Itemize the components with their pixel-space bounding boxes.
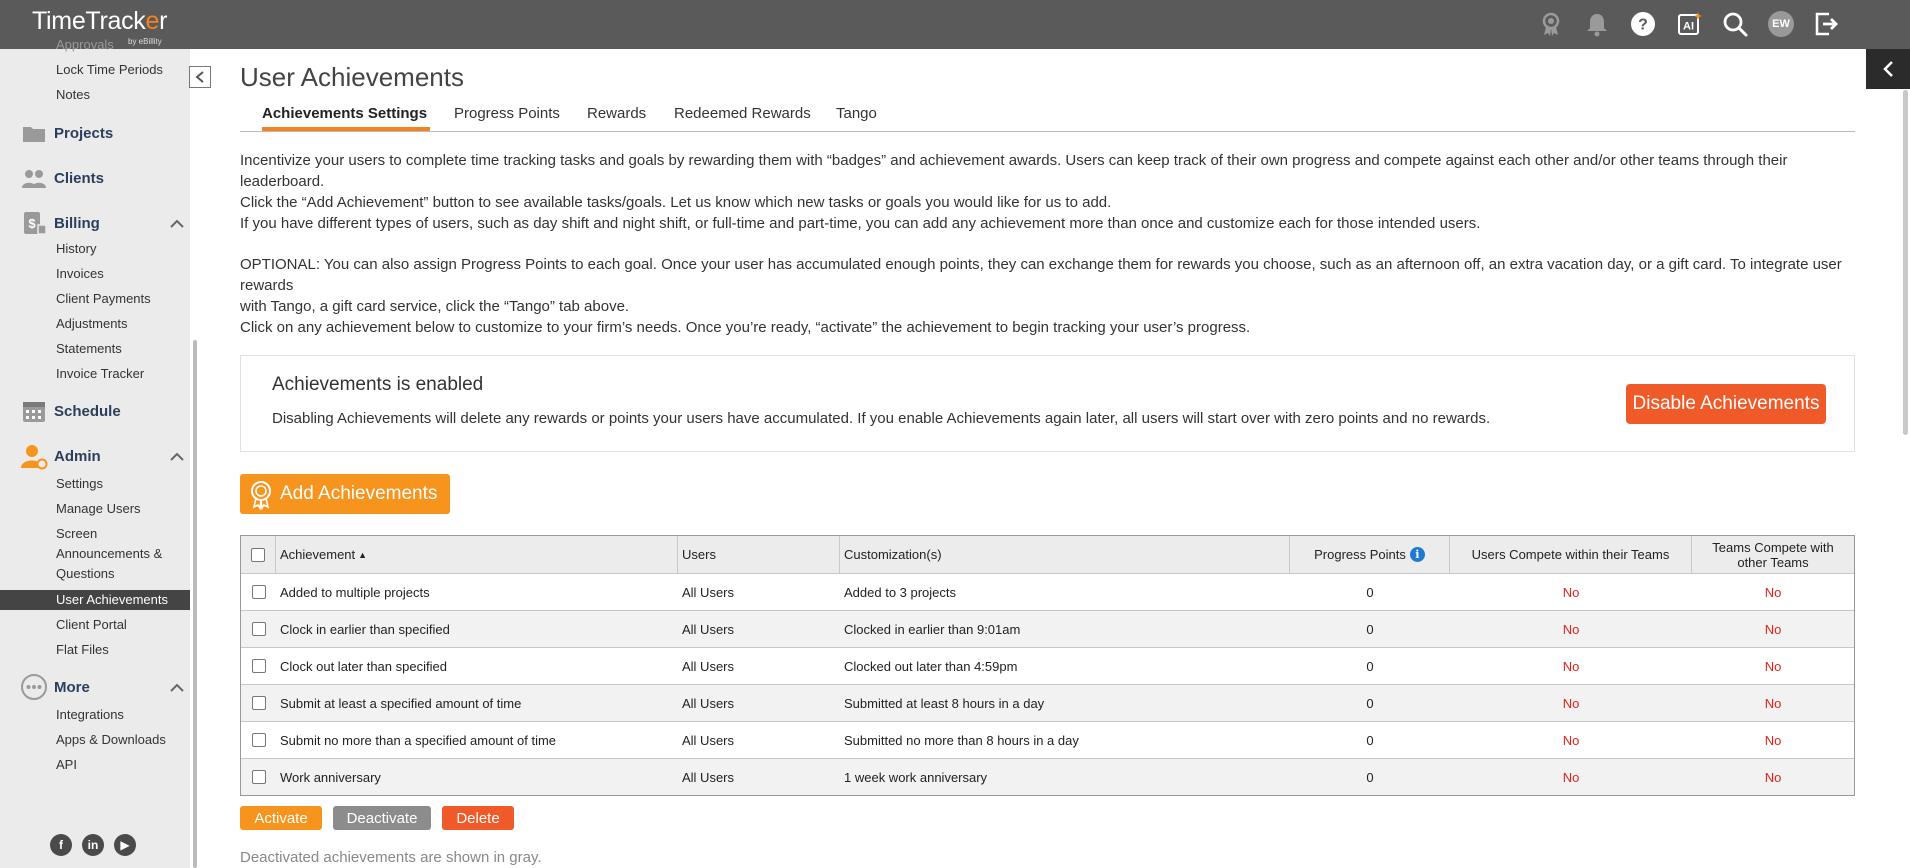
- sidebar-item-client-payments[interactable]: Client Payments: [56, 291, 151, 306]
- teams-compete-cell: No: [1764, 695, 1782, 711]
- intro-paragraph-4: Click on any achievement below to customize to your firm’s needs. Once you’re ready, “activate” the achievement to begin tracking your user’s progress.: [240, 319, 1251, 336]
- row-checkbox-cell: [241, 574, 276, 610]
- table-header-row: [241, 536, 1854, 573]
- users-compete-cell: No: [1562, 584, 1580, 600]
- row-checkbox[interactable]: [252, 770, 266, 784]
- sidebar-item-api[interactable]: API: [56, 757, 77, 772]
- select-all-checkbox[interactable]: [251, 548, 265, 562]
- svg-text:?: ?: [1638, 16, 1648, 34]
- header-achievement[interactable]: [276, 536, 678, 573]
- achievements-table: [240, 535, 1855, 796]
- sidebar-item-manage-users[interactable]: Manage Users: [56, 501, 141, 516]
- sidebar-item-notes[interactable]: Notes: [56, 87, 90, 102]
- tab-progress-points[interactable]: Progress Points: [454, 105, 560, 122]
- users-compete-cell: No: [1562, 695, 1580, 711]
- row-checkbox-cell: [241, 685, 276, 721]
- sidebar-section-more[interactable]: [20, 673, 90, 701]
- achievement-cell[interactable]: Work anniversary: [280, 769, 381, 785]
- teams-compete-cell: No: [1764, 658, 1782, 674]
- sidebar-section-schedule[interactable]: [20, 397, 121, 425]
- top-icons: [1536, 9, 1842, 39]
- points-cell: 0: [1366, 621, 1374, 637]
- tab-tango[interactable]: Tango: [836, 105, 877, 122]
- customization-cell: Clocked in earlier than 9:01am: [844, 621, 1021, 637]
- sidebar-admin-label: Admin: [54, 447, 101, 465]
- logout-icon[interactable]: [1812, 9, 1842, 39]
- points-cell: 0: [1366, 732, 1374, 748]
- row-checkbox[interactable]: [252, 733, 266, 747]
- teams-compete-cell: No: [1764, 621, 1782, 637]
- search-icon[interactable]: [1720, 9, 1750, 39]
- points-cell: 0: [1366, 658, 1374, 674]
- row-checkbox-cell: [241, 648, 276, 684]
- users-cell: All Users: [682, 732, 735, 748]
- teams-compete-cell: No: [1764, 732, 1782, 748]
- users-cell: All Users: [682, 621, 735, 637]
- sidebar-item-screen-line1[interactable]: Screen: [56, 526, 98, 541]
- sidebar-item-settings[interactable]: Settings: [56, 476, 103, 491]
- users-compete-cell: No: [1562, 621, 1580, 637]
- add-achievements-button[interactable]: [240, 474, 450, 514]
- row-checkbox-cell: [241, 722, 276, 758]
- delete-button[interactable]: Delete: [442, 806, 514, 830]
- header-users[interactable]: Users: [678, 536, 840, 573]
- sidebar-section-projects[interactable]: [20, 119, 113, 147]
- header-select-all-cell: [241, 536, 276, 573]
- table-row[interactable]: [241, 647, 1854, 684]
- sidebar-item-history[interactable]: History: [56, 241, 97, 256]
- users-cell: All Users: [682, 769, 735, 785]
- table-row[interactable]: [241, 684, 1854, 721]
- intro-paragraph-1-line-1: Incentivize your users to complete time tracking tasks and goals by rewarding them with “badges” and achievement awards. Users can keep track of their own progress and compete against each other and/or other teams through their leaderboard.: [240, 152, 1788, 190]
- users-cell: All Users: [682, 658, 735, 674]
- achievement-cell[interactable]: Submit no more than a specified amount of time: [280, 732, 557, 748]
- social-links: [50, 834, 136, 856]
- customization-cell: Submitted no more than 8 hours in a day: [844, 732, 1079, 748]
- header-teams-compete[interactable]: [1692, 536, 1854, 573]
- users-compete-cell: No: [1562, 769, 1580, 785]
- sidebar-item-invoice-tracker[interactable]: Invoice Tracker: [56, 366, 145, 381]
- points-cell: 0: [1366, 584, 1374, 600]
- table-row[interactable]: [241, 758, 1854, 795]
- right-panel-toggle[interactable]: [1866, 49, 1910, 89]
- logo-end: r: [159, 7, 168, 35]
- header-users-compete[interactable]: Users Compete within their Teams: [1450, 536, 1692, 573]
- clients-icon: [20, 164, 48, 192]
- calendar-icon: [20, 397, 48, 425]
- sidebar-scrollbar[interactable]: [193, 340, 197, 868]
- sidebar-section-admin[interactable]: [20, 442, 101, 470]
- sidebar-item-screen-line3[interactable]: Questions: [56, 566, 115, 581]
- sidebar-item-statements[interactable]: Statements: [56, 341, 122, 356]
- more-chevron-up-icon[interactable]: [170, 683, 184, 693]
- intro-paragraph-3: [240, 254, 1860, 317]
- youtube-icon[interactable]: ▶: [114, 834, 136, 856]
- row-checkbox[interactable]: [252, 659, 266, 673]
- achievement-icon[interactable]: [1536, 9, 1566, 39]
- tab-bar: [240, 103, 1855, 132]
- users-cell: All Users: [682, 584, 735, 600]
- ai-icon[interactable]: [1674, 9, 1704, 39]
- sidebar-item-user-achievements[interactable]: User Achievements: [0, 590, 190, 610]
- logo-subtitle: by eBillity: [128, 37, 162, 46]
- sidebar-section-billing[interactable]: [20, 209, 100, 237]
- disable-achievements-button[interactable]: Disable Achievements: [1626, 384, 1826, 424]
- row-checkbox[interactable]: [252, 696, 266, 710]
- header-achievement-label: Achievement: [280, 547, 356, 562]
- chevron-left-icon: [195, 71, 205, 83]
- header-progress-points-label: Progress Points: [1314, 547, 1406, 562]
- admin-icon: [20, 442, 48, 470]
- bell-icon[interactable]: [1582, 9, 1612, 39]
- collapse-sidebar-button[interactable]: [189, 66, 211, 88]
- sidebar-billing-label: Billing: [54, 214, 100, 232]
- header-progress-points[interactable]: [1290, 536, 1450, 573]
- customization-cell: Submitted at least 8 hours in a day: [844, 695, 1045, 711]
- sidebar-item-screen-line2[interactable]: Announcements &: [56, 546, 163, 561]
- sidebar-item-apps-downloads[interactable]: Apps & Downloads: [56, 732, 166, 747]
- svg-text:$: $: [28, 216, 36, 231]
- points-cell: 0: [1366, 769, 1374, 785]
- page-scrollbar[interactable]: [1903, 90, 1908, 435]
- row-checkbox[interactable]: [252, 585, 266, 599]
- projects-icon: [20, 119, 48, 147]
- users-compete-cell: No: [1562, 658, 1580, 674]
- sidebar-item-approvals[interactable]: Approvals: [56, 37, 114, 52]
- avatar-wrap[interactable]: [1766, 9, 1796, 39]
- achievements-status-description: Disabling Achievements will delete any rewards or points your users have accumulated. If you enable Achievements again later, all users will start over with zero points and no rewards.: [272, 410, 1491, 427]
- admin-chevron-up-icon[interactable]: [170, 452, 184, 462]
- customization-cell: Clocked out later than 4:59pm: [844, 658, 1018, 674]
- help-icon[interactable]: [1628, 9, 1658, 39]
- facebook-icon[interactable]: f: [50, 834, 72, 856]
- deactivated-note: Deactivated achievements are shown in gray.: [240, 849, 542, 866]
- linkedin-icon[interactable]: in: [82, 834, 104, 856]
- customization-cell: 1 week work anniversary: [844, 769, 988, 785]
- table-row[interactable]: [241, 573, 1854, 610]
- row-checkbox[interactable]: [252, 622, 266, 636]
- sidebar-item-integrations[interactable]: Integrations: [56, 707, 124, 722]
- achievements-status-panel: [240, 355, 1855, 452]
- users-compete-cell: No: [1562, 732, 1580, 748]
- customization-cell: Added to 3 projects: [844, 584, 957, 600]
- tab-rewards[interactable]: Rewards: [587, 105, 647, 122]
- header-customization[interactable]: Customization(s): [840, 536, 1290, 573]
- tab-achievements-settings[interactable]: Achievements Settings: [262, 105, 428, 122]
- table-row[interactable]: [241, 721, 1854, 758]
- svg-text:AI: AI: [1683, 20, 1694, 33]
- row-checkbox-cell: [241, 759, 276, 795]
- intro-paragraph-3-line-2: with Tango, a gift card service, click the “Tango” tab above.: [240, 298, 630, 315]
- achievement-cell[interactable]: Clock in earlier than specified: [280, 621, 450, 637]
- header-teams-compete-line-2: other Teams: [1737, 554, 1809, 570]
- table-row[interactable]: [241, 610, 1854, 647]
- active-tab-indicator: [262, 127, 430, 131]
- logo-text: TimeTrack: [32, 7, 146, 35]
- teams-compete-cell: No: [1764, 584, 1782, 600]
- sidebar-item-flat-files[interactable]: Flat Files: [56, 642, 109, 657]
- activate-button[interactable]: Activate: [240, 806, 322, 830]
- achievement-cell[interactable]: Submit at least a specified amount of time: [280, 695, 522, 711]
- sidebar-item-lock-time-periods[interactable]: Lock Time Periods: [56, 62, 163, 77]
- tab-redeemed-rewards[interactable]: Redeemed Rewards: [674, 105, 811, 122]
- intro-paragraph-3-line-1: OPTIONAL: You can also assign Progress Points to each goal. Once your user has accumulated enough points, they can exchange them for rewards you choose, such as an afternoon off, an extra vacation day, or a gift card. To integrate user rewards: [240, 256, 1842, 294]
- sort-ascending-icon: ▲: [358, 549, 368, 560]
- sidebar-item-client-portal[interactable]: Client Portal: [56, 617, 127, 632]
- billing-chevron-up-icon[interactable]: [170, 219, 184, 229]
- avatar[interactable]: EW: [1768, 11, 1794, 37]
- deactivate-button[interactable]: Deactivate: [333, 806, 431, 830]
- top-bar: [0, 0, 1910, 49]
- row-checkbox-cell: [241, 611, 276, 647]
- intro-paragraph-1-line-2: Click the “Add Achievement” button to see available tasks/goals. Let us know which new tasks or goals you would like for us to add.: [240, 194, 1112, 211]
- sidebar-item-adjustments[interactable]: Adjustments: [56, 316, 128, 331]
- users-cell: All Users: [682, 695, 735, 711]
- achievements-status-title: Achievements is enabled: [272, 374, 484, 395]
- billing-icon: [20, 209, 48, 237]
- sidebar-more-label: More: [54, 678, 90, 696]
- sidebar-section-clients[interactable]: [20, 164, 104, 192]
- more-icon: [20, 673, 48, 701]
- points-cell: 0: [1366, 695, 1374, 711]
- achievement-cell[interactable]: Clock out later than specified: [280, 658, 447, 674]
- sidebar-clients-label: Clients: [54, 169, 105, 187]
- bulk-action-buttons: [240, 806, 514, 830]
- intro-paragraph-2: If you have different types of users, such as day shift and night shift, or full-time and part-time, you can add any achievement more than once and customize each for those intended users.: [240, 215, 1481, 232]
- chevron-left-icon: [1882, 60, 1894, 78]
- header-teams-compete-line-1: Teams Compete with: [1712, 539, 1834, 555]
- info-icon[interactable]: i: [1410, 547, 1425, 562]
- add-achievements-label: Add Achievements: [280, 483, 438, 504]
- award-ribbon-icon: [248, 480, 274, 508]
- sidebar-item-invoices[interactable]: Invoices: [56, 266, 104, 281]
- logo-accent: e: [145, 7, 160, 35]
- intro-paragraph-1: [240, 150, 1860, 213]
- sidebar-schedule-label: Schedule: [54, 402, 121, 420]
- sidebar-projects-label: Projects: [54, 124, 114, 142]
- page-title: User Achievements: [240, 62, 464, 92]
- teams-compete-cell: No: [1764, 769, 1782, 785]
- achievement-cell[interactable]: Added to multiple projects: [280, 584, 430, 600]
